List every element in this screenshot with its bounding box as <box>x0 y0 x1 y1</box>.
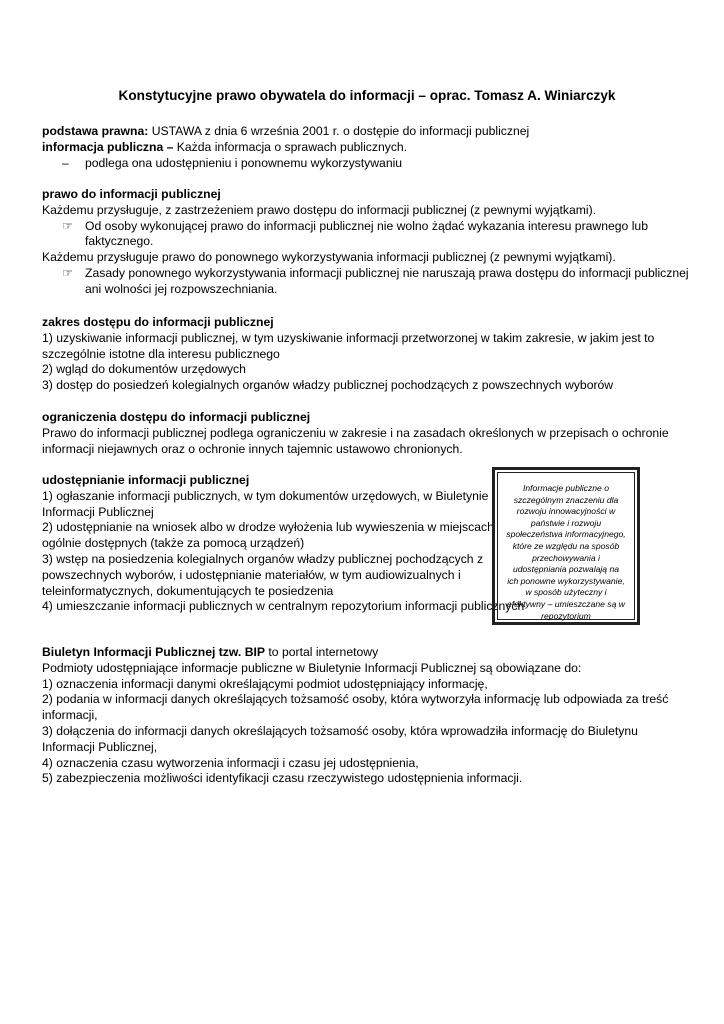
right-note-1-b: faktycznego. <box>85 234 154 249</box>
right-note-1 <box>42 219 692 251</box>
limits-line-1: Prawo do informacji publicznej podlega ograniczeniu w zakresie i na zasadach określonych w przepisach o ochronie <box>42 425 669 440</box>
public-info-bullet <box>42 156 692 172</box>
note-line: efektywny – umieszczane są w <box>507 598 625 609</box>
right-section <box>42 187 692 298</box>
bip-heading-line <box>42 645 692 661</box>
sharing-heading: udostępnianie informacji publicznej <box>42 473 250 487</box>
note-line: które ze względu na sposób <box>512 540 620 551</box>
note-line: społeczeństwa informacyjnego, <box>506 529 626 540</box>
limits-heading: ograniczenia dostępu do informacji publicznej <box>42 410 311 424</box>
bip-item-5: 5) zabezpieczenia możliwości identyfikacji czasu rzeczywistego udostępnienia informacji. <box>42 771 523 786</box>
legal-basis-section <box>42 124 692 171</box>
bip-heading: Biuletyn Informacji Publicznej tzw. BIP <box>42 645 266 659</box>
sharing-item-2a: 2) udostępnianie na wniosek albo w drodze wyłożenia lub wywieszenia w miejscach <box>42 520 494 535</box>
scope-item-3: 3) dostęp do posiedzeń kolegialnych organów władzy publicznej pochodzących z powszechnych wyborów <box>42 378 614 393</box>
bip-section <box>42 645 692 787</box>
sharing-item-2b: ogólnie dostępnych (także za pomocą urządzeń) <box>42 536 305 551</box>
sharing-item-3b: powszechnych wyborów, i udostępnianie materiałów, w tym audiowizualnych i <box>42 567 461 582</box>
pointing-hand-icon: ☞ <box>62 218 73 233</box>
right-heading: prawo do informacji publicznej <box>42 187 221 201</box>
sharing-item-1b: Informacji Publicznej <box>42 504 154 519</box>
pointing-hand-icon: ☞ <box>62 265 73 280</box>
scope-section <box>42 315 692 394</box>
public-info-text: Każda informacja o sprawach publicznych. <box>173 139 408 154</box>
page-title: Konstytucyjne prawo obywatela do informacji – oprac. Tomasz A. Winiarczyk <box>118 88 616 103</box>
note-line: rozwoju innowacyjności w <box>516 506 616 517</box>
note-line: repozytorium <box>541 610 591 621</box>
sharing-item-1a: 1) ogłaszanie informacji publicznych, w tym dokumentów urzędowych, w Biuletynie <box>42 488 489 503</box>
bip-item-3b: Informacji Publicznej, <box>42 739 158 754</box>
limits-section <box>42 410 692 457</box>
bip-item-2b: informacji, <box>42 708 98 723</box>
note-line: szczególnym znaczeniu dla <box>513 494 619 505</box>
sharing-section <box>42 473 527 615</box>
bip-item-4: 4) oznaczenia czasu wytworzenia informacji i czasu jej udostępnienia, <box>42 755 419 770</box>
public-info-bullet-text: podlega ona udostępnieniu i ponownemu wykorzystywaniu <box>85 155 403 170</box>
public-info-label: informacja publiczna – <box>42 139 174 154</box>
note-line: w sposób użyteczny i <box>525 587 607 598</box>
legal-basis-line <box>42 124 692 140</box>
right-line-2: Każdemu przysługuje prawo do ponownego wykorzystywania informacji publicznej (z pewnymi wyjątkami). <box>42 250 616 265</box>
sharing-item-3a: 3) wstęp na posiedzenia kolegialnych organów władzy publicznej pochodzących z <box>42 551 484 566</box>
right-note-2-b: ani wolności jej rozpowszechniania. <box>85 281 278 296</box>
bip-item-3a: 3) dołączenia do informacji danych określających tożsamość osoby, która wprowadziła informację do Biuletynu <box>42 723 638 738</box>
repository-note-text <box>497 472 635 620</box>
legal-basis-label: podstawa prawna: <box>42 124 149 138</box>
limits-line-2: informacji niejawnych oraz o ochronie innych tajemnic ustawowo chronionych. <box>42 441 463 456</box>
sharing-item-4: 4) umieszczanie informacji publicznych w centralnym repozytorium informacji publicznych <box>42 599 525 614</box>
right-note-1-a: Od osoby wykonującej prawo do informacji publicznej nie wolno żądać wykazania interesu prawnego lub <box>85 218 648 233</box>
note-line: przechowywania i <box>532 552 600 563</box>
sharing-item-3c: teleinformatycznych, dokumentujących te posiedzenia <box>42 583 334 598</box>
scope-item-2: 2) wgląd do dokumentów urzędowych <box>42 362 246 377</box>
scope-item-1a: 1) uzyskiwanie informacji publicznej, w tym uzyskiwanie informacji przetworzonej w takim zakresie, w jakim jest to <box>42 330 655 345</box>
right-line-1: Każdemu przysługuje, z zastrzeżeniem prawo dostępu do informacji publicznej (z pewnymi wyjątkami). <box>42 202 597 217</box>
legal-basis-text: USTAWA z dnia 6 września 2001 r. o dostępie do informacji publicznej <box>148 124 530 138</box>
repository-note-box <box>492 467 640 625</box>
scope-item-1b: szczególnie istotne dla interesu publicznego <box>42 346 280 361</box>
bip-intro: Podmioty udostępniające informacje publiczne w Biuletynie Informacji Publicznej są obowiązane do: <box>42 660 582 675</box>
bip-heading-rest: to portal internetowy <box>265 645 379 659</box>
note-line: Informacje publiczne o <box>523 483 609 493</box>
public-info-line <box>42 140 692 156</box>
right-note-2-a: Zasady ponownego wykorzystywania informacji publicznej nie naruszają prawa dostępu do informacji publicznej <box>85 265 689 280</box>
bip-item-2a: 2) podania w informacji danych określających tożsamość osoby, która wytworzyła informację lub odpowiada za treść <box>42 692 669 707</box>
note-line: ich ponowne wykorzystywanie, <box>507 575 625 586</box>
right-note-2 <box>42 266 692 298</box>
dash-bullet-icon: – <box>62 155 69 170</box>
scope-heading: zakres dostępu do informacji publicznej <box>42 315 274 329</box>
note-line: udostępniania pozwalają na <box>512 564 620 575</box>
note-line: państwie i rozwoju <box>530 517 602 528</box>
bip-item-1: 1) oznaczenia informacji danymi określającymi podmiot udostępniający informację, <box>42 676 488 691</box>
